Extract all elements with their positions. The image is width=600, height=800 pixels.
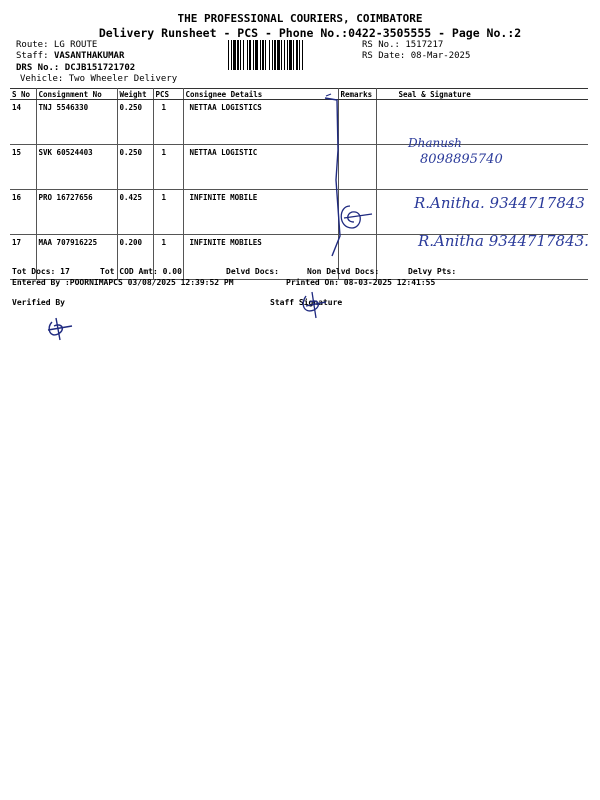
header-consignment: Consignment No: [36, 89, 117, 100]
cell-pcs: 1: [153, 190, 183, 235]
drs-value: DCJB151721702: [64, 63, 136, 73]
drs-row: [16, 63, 135, 73]
cell-remarks: [338, 100, 376, 145]
cell-consignment: PRO 16727656: [36, 190, 117, 235]
runsheet-title: Delivery Runsheet - PCS - Phone No.:0422-3505555 - Page No.:2: [98, 26, 522, 40]
barcode-image: [228, 40, 354, 70]
cell-consignment: MAA 707916225: [36, 235, 117, 280]
table-row: [10, 100, 588, 145]
verified-initial: [48, 318, 72, 340]
cell-consignee: INFINITE MOBILES: [183, 235, 338, 280]
handwritten-name-row15: Dhanush: [408, 136, 462, 150]
cell-weight: 0.250: [117, 145, 153, 190]
rs-number: RS No.: 1517217: [362, 40, 444, 50]
staff-value: VASANTHAKUMAR: [53, 51, 125, 61]
cell-sno: 17: [10, 235, 36, 280]
runsheet-table: [10, 88, 588, 280]
table-header-row: [10, 89, 588, 100]
cell-consignee: NETTAA LOGISTICS: [183, 100, 338, 145]
cell-weight: 0.200: [117, 235, 153, 280]
cell-weight: 0.250: [117, 100, 153, 145]
handwritten-signature-row17: R.Anitha 9344717843.: [418, 232, 589, 250]
cell-sno: 16: [10, 190, 36, 235]
staff-row: [16, 51, 124, 61]
cell-consignee: NETTAA LOGISTIC: [183, 145, 338, 190]
handwritten-phone-row15: 8098895740: [420, 152, 503, 167]
handwritten-signature-row16: R.Anitha. 9344717843: [414, 194, 585, 212]
cell-sno: 14: [10, 100, 36, 145]
staff-label: Staff:: [16, 51, 49, 61]
printed-on: Printed On: 08-03-2025 12:41:55: [286, 278, 436, 287]
delivery-points: Delvy Pts:: [408, 267, 457, 276]
cell-consignment: TNJ 5546330: [36, 100, 117, 145]
drs-label: DRS No.:: [16, 63, 60, 73]
header-seal: Seal & Signature: [376, 89, 588, 100]
cell-remarks: [338, 190, 376, 235]
cell-consignee: INFINITE MOBILE: [183, 190, 338, 235]
cell-consignment: SVK 60524403: [36, 145, 117, 190]
entered-by: Entered By :POORNIMAPCS 03/08/2025 12:39:52 PM: [12, 278, 234, 287]
cell-remarks: [338, 145, 376, 190]
rs-date: RS Date: 08-Mar-2025: [362, 51, 471, 61]
tot-cod-amount: Tot COD Amt: 0.00: [100, 267, 182, 276]
cell-pcs: 1: [153, 100, 183, 145]
route-label: Route: LG ROUTE: [16, 40, 98, 50]
cell-pcs: 1: [153, 235, 183, 280]
header-remarks: Remarks: [338, 89, 376, 100]
cell-weight: 0.425: [117, 190, 153, 235]
company-title: THE PROFESSIONAL COURIERS, COIMBATORE: [177, 12, 423, 25]
header-weight: Weight: [117, 89, 153, 100]
cell-sno: 15: [10, 145, 36, 190]
verified-by-label: Verified By: [12, 298, 65, 307]
tot-docs: Tot Docs: 17: [12, 267, 70, 276]
cell-pcs: 1: [153, 145, 183, 190]
delivered-docs: Delvd Docs:: [226, 267, 279, 276]
header-consignee: Consignee Details: [183, 89, 338, 100]
vehicle-label: Vehicle: Two Wheeler Delivery: [20, 74, 178, 84]
non-delivered-docs: Non Delvd Docs:: [307, 267, 380, 276]
staff-signature-label: Staff Signature: [270, 298, 343, 307]
header-sno: S No: [10, 89, 36, 100]
header-pcs: PCS: [153, 89, 183, 100]
